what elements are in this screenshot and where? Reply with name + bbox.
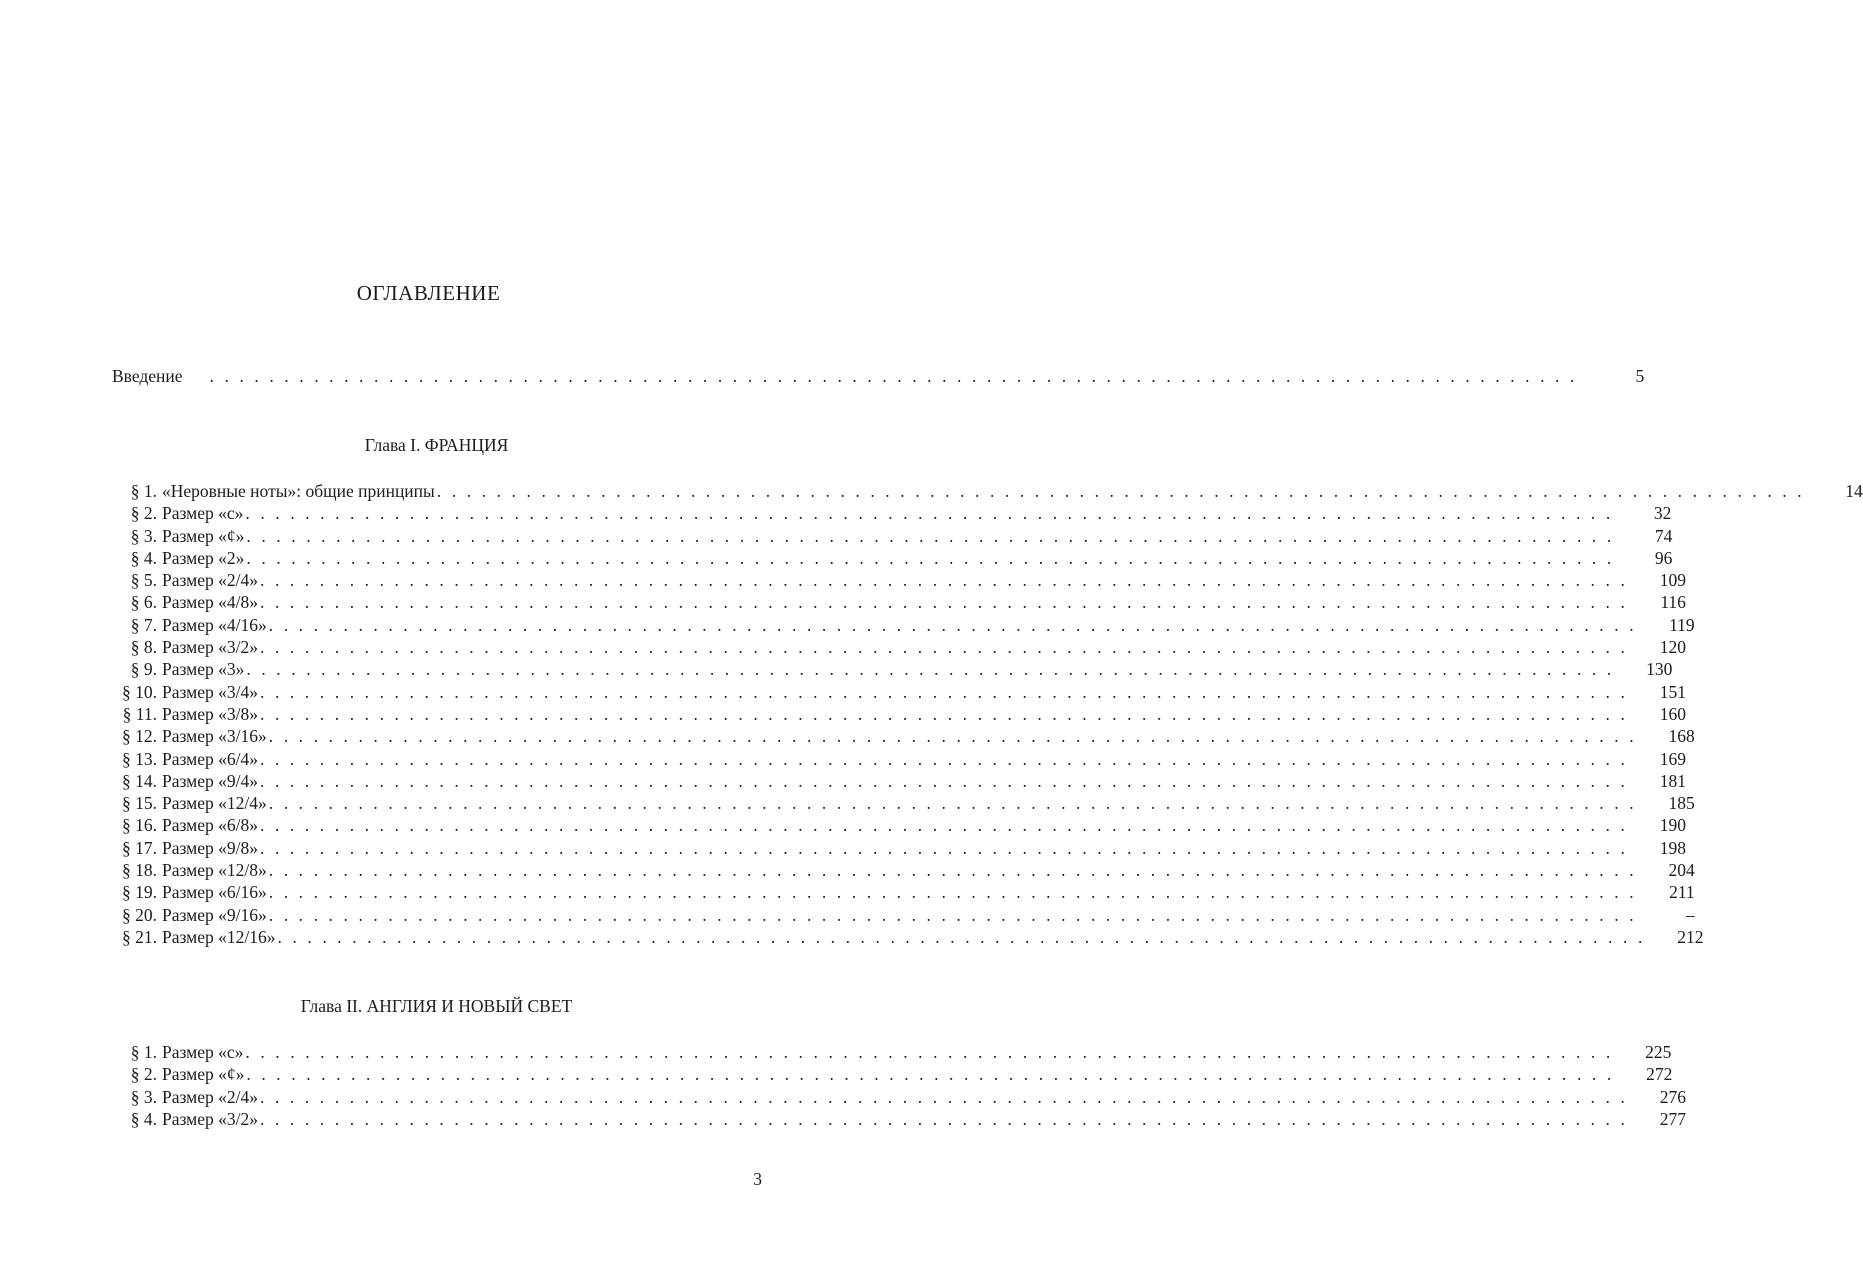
toc-entry-page: 160: [1659, 703, 1686, 724]
toc-entry-page: 119: [1669, 614, 1695, 635]
toc-entry-number: § 14.: [122, 770, 157, 791]
toc-entry-title: Размер «12/8»: [162, 860, 267, 881]
toc-entry-number: § 2.: [130, 1064, 157, 1085]
dot-leader: . . . . . . . . . . . . . . . . . . . . . . . . . . . . . . . . . . . . . . . . . . . . . . . . . . . . . . . . . . . . . . . . . . . . . . . . . . . . . . . . . . . . . . . . . . . .: [268, 614, 1637, 635]
chapter-heading: Глава I. ФРАНЦИЯ: [364, 435, 509, 455]
dot-leader: . . . . . . . . . . . . . . . . . . . . . . . . . . . . . . . . . . . . . . . . . . . . . . . . . . . . . . . . . . . . . . . . . . . . . . . . . . . . . . . . . . . . . . . . . . . .: [268, 793, 1637, 814]
toc-entry-title: Размер «4/8»: [162, 592, 258, 613]
toc-entry-number: § 18.: [122, 860, 157, 881]
chapter-2-entries: [112, 1041, 1686, 1130]
dot-leader: . . . . . . . . . . . . . . . . . . . . . . . . . . . . . . . . . . . . . . . . . . . . . . . . . . . . . . . . . . . . . . . . . . . . . . . . . . . . . . . . . . . . . . . . . . . .: [268, 860, 1637, 881]
toc-entry[interactable]: [112, 814, 1686, 836]
toc-entry-title: Размер «3/4»: [162, 681, 258, 702]
toc-entry[interactable]: [112, 1041, 1672, 1063]
toc-entry[interactable]: [112, 1063, 1673, 1085]
toc-entry-page: 198: [1659, 837, 1686, 858]
toc-entry-title: Размер «2/4»: [162, 570, 258, 591]
dot-leader: . . . . . . . . . . . . . . . . . . . . . . . . . . . . . . . . . . . . . . . . . . . . . . . . . . . . . . . . . . . . . . . . . . . . . . . . . . . . . . . . . . . . . . . . . . . .: [260, 703, 1628, 724]
toc-entry-page: 151: [1659, 681, 1686, 702]
toc-entry-number: § 12.: [122, 726, 157, 747]
toc-entry[interactable]: [112, 681, 1686, 703]
toc-entry-number: § 17.: [122, 837, 157, 858]
toc-entry-page: –: [1685, 904, 1695, 925]
dot-leader: . . . . . . . . . . . . . . . . . . . . . . . . . . . . . . . . . . . . . . . . . . . . . . . . . . . . . . . . . . . . . . . . . . . . . . . . . . . . . . . . . . . . . . . . . . . .: [260, 815, 1628, 836]
dot-leader: . . . . . . . . . . . . . . . . . . . . . . . . . . . . . . . . . . . . . . . . . . . . . . . . . . . . . . . . . . . . . . . . . . . . . . . . . . . . . . . . . . . . . . . . . . . .: [260, 837, 1628, 858]
toc-entry[interactable]: [112, 926, 1704, 948]
toc-entry[interactable]: [112, 480, 1863, 502]
toc-entry-number: § 8.: [130, 637, 157, 658]
toc-entry[interactable]: [112, 1108, 1686, 1130]
toc-entry-page: 181: [1659, 770, 1686, 791]
toc-entry-title: Размер «¢»: [162, 1064, 245, 1085]
toc-entry-title: «Неровные ноты»: общие принципы: [162, 481, 435, 501]
toc-entry-page: 185: [1668, 793, 1695, 814]
toc-entry-title: Размер «12/4»: [162, 793, 267, 814]
toc-entry-title: Размер «9/16»: [162, 904, 267, 925]
dot-leader: . . . . . . . . . . . . . . . . . . . . . . . . . . . . . . . . . . . . . . . . . . . . . . . . . . . . . . . . . . . . . . . . . . . . . . . . . . . . . . . . . . . . . . . . . . . .: [277, 926, 1646, 947]
toc-entry-number: § 7.: [130, 614, 157, 635]
page-number: 3: [753, 1169, 762, 1189]
toc-entry-page: 169: [1659, 748, 1686, 769]
toc-entry-number: § 19.: [122, 882, 157, 903]
toc-entry-title: Размер «12/16»: [162, 926, 276, 947]
toc-entry-title: Размер «2/4»: [162, 1086, 258, 1107]
dot-leader: . . . . . . . . . . . . . . . . . . . . . . . . . . . . . . . . . . . . . . . . . . . . . . . . . . . . . . . . . . . . . . . . . . . . . . . . . . . . . . . . . . . . . . . . . . . .: [246, 547, 1615, 568]
dot-leader: . . . . . . . . . . . . . . . . . . . . . . . . . . . . . . . . . . . . . . . . . . . . . . . . . . . . . . . . . . . . . . . . . . . . . . . . . . . . . . . . . . . . . . . . . . . .: [260, 1086, 1628, 1107]
toc-entry-title: Размер «9/8»: [162, 837, 258, 858]
toc-entry[interactable]: [112, 770, 1686, 792]
toc-entry-page: 272: [1646, 1064, 1673, 1085]
toc-entry-title: Размер «3/2»: [162, 1108, 258, 1129]
toc-entry-page: 120: [1659, 637, 1686, 658]
dot-leader: . . . . . . . . . . . . . . . . . . . . . . . . . . . . . . . . . . . . . . . . . . . . . . . . . . . . . . . . . . . . . . . . . . . . . . . . . . . . . . . . . . . . . . . . . . . .: [260, 592, 1628, 613]
toc-entry-number: § 6.: [130, 592, 157, 613]
toc-entry-page: 277: [1659, 1108, 1686, 1129]
toc-entry-number: § 3.: [130, 525, 157, 546]
dot-leader: . . . . . . . . . . . . . . . . . . . . . . . . . . . . . . . . . . . . . . . . . . . . . . . . . . . . . . . . . . . . . . . . . . . . . . . . . . . . . . . . . . . . . . . . . . . .: [260, 748, 1628, 769]
toc-entry-page: 96: [1654, 547, 1673, 568]
toc-entry-page: 204: [1668, 860, 1695, 881]
toc-entry-title: Введение: [112, 366, 183, 386]
toc-entry-page: 74: [1654, 525, 1673, 546]
toc-entry[interactable]: [112, 748, 1686, 770]
dot-leader: . . . . . . . . . . . . . . . . . . . . . . . . . . . . . . . . . . . . . . . . . . . . . . . . . . . . . . . . . . . . . . . . . . . . . . . . . . . . . . . . . . . . . . . . . . . .: [246, 659, 1615, 680]
dot-leader: . . . . . . . . . . . . . . . . . . . . . . . . . . . . . . . . . . . . . . . . . . . . . . . . . . . . . . . . . . . . . . . . . . . . . . . . . . . . . . . . . . . . . . . . . . . .: [260, 681, 1628, 702]
toc-entry-title: Размер «6/16»: [162, 882, 267, 903]
toc-entry-title: Размер «9/4»: [162, 770, 258, 791]
dot-leader: . . . . . . . . . . . . . . . . . . . . . . . . . . . . . . . . . . . . . . . . . . . . . . . . . . . . . . . . . . . . . . . . . . . . . . . . . . . . . . . . . . . . . . . . . . . .: [246, 1064, 1615, 1085]
toc-entry[interactable]: [112, 547, 1673, 569]
toc-entry-number: § 11.: [122, 703, 157, 724]
toc-entry-number: § 13.: [122, 748, 157, 769]
toc-entry[interactable]: [112, 881, 1695, 903]
toc-entry-page: 190: [1659, 815, 1686, 836]
toc-entry[interactable]: [112, 725, 1695, 747]
toc-entry-page: 211: [1669, 882, 1695, 903]
toc-entry-page: 212: [1677, 926, 1704, 947]
dot-leader: . . . . . . . . . . . . . . . . . . . . . . . . . . . . . . . . . . . . . . . . . . . . . . . . . . . . . . . . . . . . . . . . . . . . . . . . . . . . . . . . . . . . . . . . . . . .: [209, 366, 1578, 386]
dot-leader: . . . . . . . . . . . . . . . . . . . . . . . . . . . . . . . . . . . . . . . . . . . . . . . . . . . . . . . . . . . . . . . . . . . . . . . . . . . . . . . . . . . . . . . . . . . .: [268, 726, 1637, 747]
dot-leader: . . . . . . . . . . . . . . . . . . . . . . . . . . . . . . . . . . . . . . . . . . . . . . . . . . . . . . . . . . . . . . . . . . . . . . . . . . . . . . . . . . . . . . . . . . . .: [245, 1042, 1614, 1062]
toc-entry-title: Размер «6/8»: [162, 815, 258, 836]
toc-entry-number: § 4.: [130, 1108, 157, 1129]
toc-entry-number: § 1.: [130, 1042, 157, 1062]
toc-entry-title: Размер «6/4»: [162, 748, 258, 769]
toc-entry[interactable]: [112, 904, 1695, 926]
toc-entry-title: Размер «3/2»: [162, 637, 258, 658]
toc-entry[interactable]: [112, 1086, 1686, 1108]
toc-entry-title: Размер «3»: [162, 659, 245, 680]
toc-entry-title: Размер «4/16»: [162, 614, 267, 635]
dot-leader: . . . . . . . . . . . . . . . . . . . . . . . . . . . . . . . . . . . . . . . . . . . . . . . . . . . . . . . . . . . . . . . . . . . . . . . . . . . . . . . . . . . . . . . . . . . .: [268, 882, 1637, 903]
toc-entry-number: § 2.: [130, 503, 157, 524]
toc-entry[interactable]: [112, 591, 1686, 613]
toc-entry-page: 168: [1668, 726, 1695, 747]
dot-leader: . . . . . . . . . . . . . . . . . . . . . . . . . . . . . . . . . . . . . . . . . . . . . . . . . . . . . . . . . . . . . . . . . . . . . . . . . . . . . . . . . . . . . . . . . . . .: [260, 570, 1628, 591]
toc-entry-page: 5: [1635, 366, 1645, 386]
dot-leader: . . . . . . . . . . . . . . . . . . . . . . . . . . . . . . . . . . . . . . . . . . . . . . . . . . . . . . . . . . . . . . . . . . . . . . . . . . . . . . . . . . . . . . . . . . . .: [260, 770, 1628, 791]
toc-entry[interactable]: [112, 703, 1686, 725]
toc-entry-number: § 9.: [130, 659, 157, 680]
toc-entry[interactable]: [112, 837, 1686, 859]
dot-leader: . . . . . . . . . . . . . . . . . . . . . . . . . . . . . . . . . . . . . . . . . . . . . . . . . . . . . . . . . . . . . . . . . . . . . . . . . . . . . . . . . . . . . . . . . . . .: [260, 1108, 1628, 1129]
toc-entry-title: Размер «2»: [162, 547, 245, 568]
toc-entry-number: § 21.: [122, 926, 157, 947]
toc-entry-number: § 1.: [130, 481, 157, 501]
toc-entry[interactable]: [112, 502, 1672, 524]
toc-entry-page: 109: [1659, 570, 1686, 591]
toc-entry[interactable]: [112, 525, 1673, 547]
page-title: ОГЛАВЛЕНИЕ: [356, 281, 501, 305]
toc-entry-number: § 20.: [122, 904, 157, 925]
dot-leader: . . . . . . . . . . . . . . . . . . . . . . . . . . . . . . . . . . . . . . . . . . . . . . . . . . . . . . . . . . . . . . . . . . . . . . . . . . . . . . . . . . . . . . . . . . . .: [245, 503, 1614, 524]
toc-entry-title: Размер «c»: [162, 1042, 244, 1062]
toc-entry-number: § 15.: [122, 793, 157, 814]
dot-leader: . . . . . . . . . . . . . . . . . . . . . . . . . . . . . . . . . . . . . . . . . . . . . . . . . . . . . . . . . . . . . . . . . . . . . . . . . . . . . . . . . . . . . . . . . . . .: [268, 904, 1637, 925]
toc-entry-page: 32: [1653, 503, 1672, 524]
dot-leader: . . . . . . . . . . . . . . . . . . . . . . . . . . . . . . . . . . . . . . . . . . . . . . . . . . . . . . . . . . . . . . . . . . . . . . . . . . . . . . . . . . . . . . . . . . . .: [436, 481, 1805, 501]
toc-entry[interactable]: [112, 658, 1673, 680]
toc-entry-number: § 5.: [130, 570, 157, 591]
toc-entry-number: § 3.: [130, 1086, 157, 1107]
toc-entry-page: 225: [1645, 1042, 1672, 1062]
toc-entry-introduction[interactable]: [112, 365, 1645, 387]
toc-entry-page: 116: [1660, 592, 1686, 613]
toc-entry-title: Размер «3/8»: [162, 703, 258, 724]
toc-entry-number: § 10.: [122, 681, 157, 702]
chapter-heading: Глава II. АНГЛИЯ И НОВЫЙ СВЕТ: [300, 996, 573, 1016]
toc-entry[interactable]: [112, 859, 1695, 881]
toc-entry-page: 276: [1659, 1086, 1686, 1107]
dot-leader: . . . . . . . . . . . . . . . . . . . . . . . . . . . . . . . . . . . . . . . . . . . . . . . . . . . . . . . . . . . . . . . . . . . . . . . . . . . . . . . . . . . . . . . . . . . .: [260, 637, 1628, 658]
toc-entry-number: § 16.: [122, 815, 157, 836]
toc-entry[interactable]: [112, 792, 1695, 814]
toc-entry[interactable]: [112, 636, 1686, 658]
toc-entry-page: 130: [1646, 659, 1673, 680]
toc-entry-page: 14: [1845, 481, 1863, 501]
toc-entry[interactable]: [112, 569, 1686, 591]
toc-entry-title: Размер «¢»: [162, 525, 245, 546]
chapter-1-entries: [112, 480, 1863, 948]
toc-entry-title: Размер «3/16»: [162, 726, 267, 747]
toc-entry[interactable]: [112, 614, 1695, 636]
dot-leader: . . . . . . . . . . . . . . . . . . . . . . . . . . . . . . . . . . . . . . . . . . . . . . . . . . . . . . . . . . . . . . . . . . . . . . . . . . . . . . . . . . . . . . . . . . . .: [246, 525, 1615, 546]
toc-entry-title: Размер «c»: [162, 503, 244, 524]
toc-entry-number: § 4.: [130, 547, 157, 568]
